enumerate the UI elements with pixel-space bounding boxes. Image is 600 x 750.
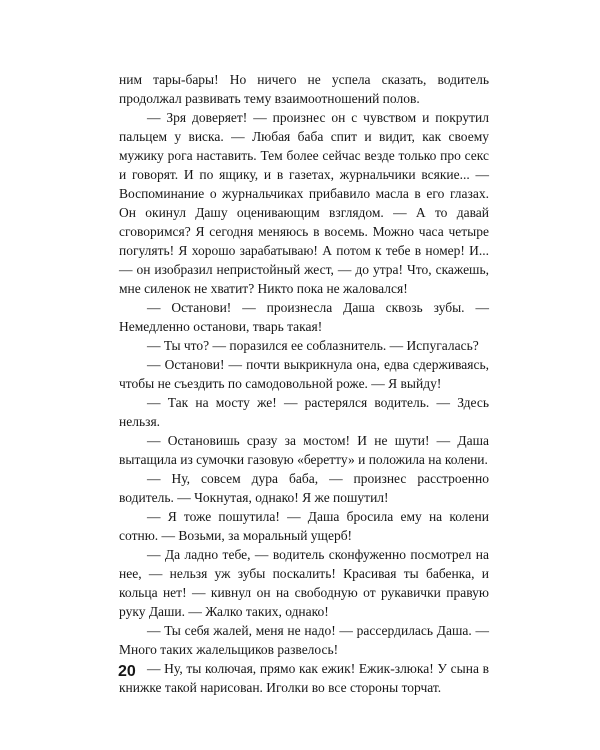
paragraph: — Да ладно тебе, — водитель сконфуженно посмотрел на нее, — нельзя уж зубы поскалить! Красивая ты бабенка, и кольца нет! — кивнул он на свободную от рукавички правую руку Даши. — Жалко таких, однако!: [119, 547, 489, 619]
paragraph: — Ну, совсем дура баба, — произнес расстроенно водитель. — Чокнутая, однако! Я же пошутил!: [119, 471, 489, 505]
paragraph: — Останови! — почти выкрикнула она, едва сдерживаясь, чтобы не съездить по самодовольной роже. — Я выйду!: [119, 357, 489, 391]
paragraph: — Ну, ты колючая, прямо как ежик! Ежик-злюка! У сына в книжке такой нарисован. Иголки во все стороны торчат.: [119, 661, 489, 695]
page-number: 20: [118, 663, 136, 680]
body-text: [119, 70, 489, 697]
paragraph: — Так на мосту же! — растерялся водитель. — Здесь нельзя.: [119, 395, 489, 429]
paragraph: — Остановишь сразу за мостом! И не шути! — Даша вытащила из сумочки газовую «беретту» и положила на колени.: [119, 433, 489, 467]
paragraph: ним тары-бары! Но ничего не успела сказать, водитель продолжал развивать тему взаимоотношений полов.: [119, 72, 489, 106]
paragraph: — Я тоже пошутила! — Даша бросила ему на колени сотню. — Возьми, за моральный ущерб!: [119, 509, 489, 543]
paragraph: — Ты себя жалей, меня не надо! — рассердилась Даша. — Много таких жалельщиков развелось!: [119, 623, 489, 657]
paragraph: — Ты что? — поразился ее соблазнитель. — Испугалась?: [147, 338, 479, 353]
paragraph: — Останови! — произнесла Даша сквозь зубы. — Немедленно останови, тварь такая!: [119, 300, 489, 334]
paragraph: — Зря доверяет! — произнес он с чувством и покрутил пальцем у виска. — Любая баба спит и видит, как своему мужику рога наставить. Тем более сейчас везде только про секс и говорят. И по ящику, и в газетах, журнальчики всякие... — Воспоминание о журнальчиках прибавило масла в его глазах. Он окинул Дашу оценивающим взглядом. — А то давай сговоримся? Я сегодня меняюсь в восемь. Можно часа четыре погулять! Я хорошо зарабатываю! А потом к тебе в номер! И... — он изобразил непристойный жест, — до утра! Что, скажешь, мне силенок не хватит? Никто пока не жаловался!: [119, 110, 489, 296]
